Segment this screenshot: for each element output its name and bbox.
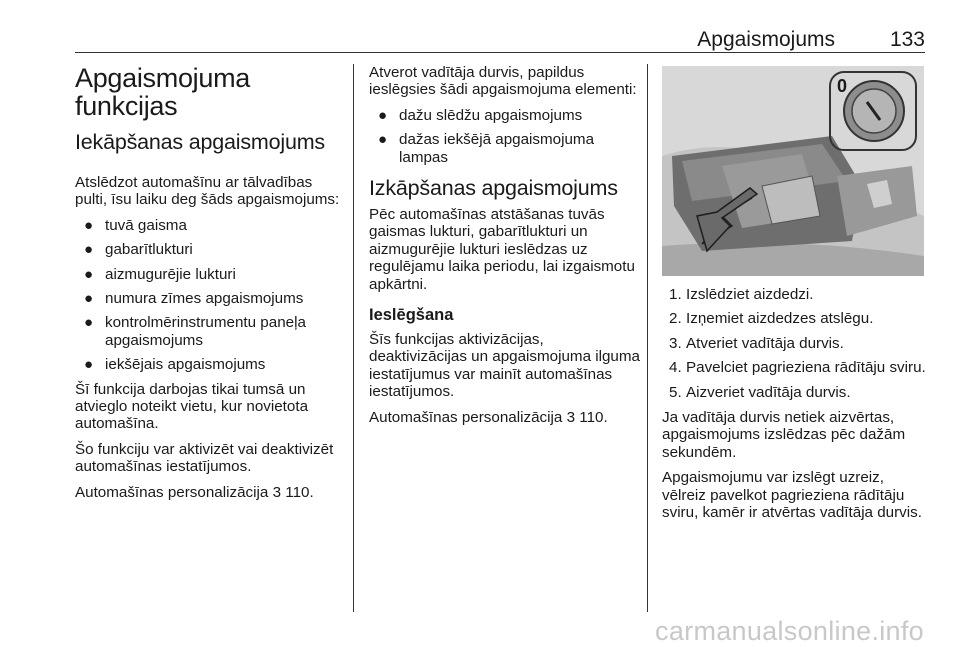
list-item: ● aizmugurējie lukturi bbox=[84, 265, 236, 283]
section-title-line2: funkcijas bbox=[75, 91, 178, 121]
list-item: ● kontrolmērinstrumentu paneļa apgaismojums bbox=[84, 314, 306, 349]
page-header-title: Apgaismojums bbox=[697, 28, 835, 51]
bullet-icon: ● bbox=[84, 265, 94, 283]
cross-reference[interactable] bbox=[75, 484, 343, 501]
bullet-icon: ● bbox=[378, 106, 388, 124]
list-item: 5. Aizveriet vadītāja durvis. bbox=[669, 383, 851, 401]
lighting-list bbox=[75, 217, 343, 374]
extra-lighting-list bbox=[369, 107, 645, 166]
subsection-title-exit-lighting: Izkāpšanas apgaismojums bbox=[369, 176, 618, 201]
cross-reference-text: Automašīnas personalizācija bbox=[75, 483, 269, 501]
steps-list bbox=[662, 286, 930, 401]
cross-reference[interactable] bbox=[369, 409, 645, 426]
column-1 bbox=[75, 64, 343, 509]
lever-drawing bbox=[662, 66, 924, 276]
column-2 bbox=[369, 64, 645, 434]
watermark-text: carmanualsonline.info bbox=[655, 616, 924, 646]
page-ref-icon: 3 bbox=[566, 408, 576, 426]
list-item: ● numura zīmes apgaismojums bbox=[84, 290, 304, 308]
column-divider-1 bbox=[353, 64, 354, 612]
paragraph: Šī funkcija darbojas tikai tumsā un atvieglo noteikt vietu, kur novietota automašīna. bbox=[75, 380, 309, 433]
page-ref-icon: 3 bbox=[272, 483, 282, 501]
paragraph: Pēc automašīnas atstāšanas tuvās gaismas lukturi, gabarītlukturi un aizmugurējie lukturi ieslēdzas uz regulējamu laika periodu, lai izgaismotu apkārtni. bbox=[369, 206, 635, 293]
intro-paragraph: Atverot vadītāja durvis, papildus ieslēgsies šādi apgaismojuma elementi: bbox=[369, 64, 637, 99]
bullet-icon: ● bbox=[84, 356, 94, 374]
column-divider-2 bbox=[647, 64, 648, 612]
paragraph: Apgaismojumu var izslēgt uzreiz, vēlreiz pavelkot pagrieziena rādītāju sviru, kamēr ir atvērtas vadītāja durvis. bbox=[662, 469, 922, 522]
list-item: ● dažas iekšējā apgaismojuma lampas bbox=[378, 131, 595, 166]
list-item: 4. Pavelciet pagrieziena rādītāju sviru. bbox=[669, 359, 926, 377]
cross-reference-text: Automašīnas personalizācija bbox=[369, 408, 563, 426]
list-item: ● dažu slēdžu apgaismojums bbox=[378, 106, 583, 124]
list-item: 3. Atveriet vadītāja durvis. bbox=[669, 334, 844, 352]
section-title bbox=[75, 64, 343, 120]
minor-title-activation: Ieslēgšana bbox=[369, 306, 454, 325]
list-item: ● tuvā gaisma bbox=[84, 216, 187, 234]
watermark bbox=[0, 612, 960, 646]
cross-reference-page: 110. bbox=[285, 483, 314, 501]
paragraph: Ja vadītāja durvis netiek aizvērtas, apgaismojums izslēdzas pēc dažām sekundēm. bbox=[662, 409, 906, 461]
figure-badge-label: 0 bbox=[837, 76, 848, 96]
section-title-line1: Apgaismojuma bbox=[75, 63, 250, 93]
bullet-icon: ● bbox=[84, 241, 94, 259]
paragraph: Šo funkciju var aktivizēt vai deaktivizēt automašīnas iestatījumos. bbox=[75, 440, 334, 476]
bullet-icon: ● bbox=[84, 290, 94, 308]
bullet-icon: ● bbox=[84, 314, 94, 332]
column-3 bbox=[662, 286, 930, 529]
list-item: ● gabarītlukturi bbox=[84, 241, 193, 259]
cross-reference-page: 110. bbox=[579, 408, 608, 426]
turn-signal-lever-illustration bbox=[662, 66, 924, 276]
bullet-icon: ● bbox=[84, 216, 94, 234]
intro-paragraph: Atslēdzot automašīnu ar tālvadības pulti, īsu laiku deg šāds apgaismojums: bbox=[75, 174, 340, 209]
page-header bbox=[75, 22, 925, 52]
list-item: ● iekšējais apgaismojums bbox=[84, 356, 266, 374]
header-rule bbox=[75, 52, 925, 53]
bullet-icon: ● bbox=[378, 131, 388, 149]
page-number: 133 bbox=[889, 28, 925, 51]
list-item: 1. Izslēdziet aizdedzi. bbox=[669, 286, 814, 303]
paragraph: Šīs funkcijas aktivizācijas, deaktivizācijas un apgaismojuma ilguma iestatījumus var mainīt automašīnas iestatījumos. bbox=[369, 331, 640, 401]
subsection-title-entry-lighting: Iekāpšanas apgaismojums bbox=[75, 130, 325, 154]
list-item: 2. Izņemiet aizdedzes atslēgu. bbox=[669, 310, 874, 328]
